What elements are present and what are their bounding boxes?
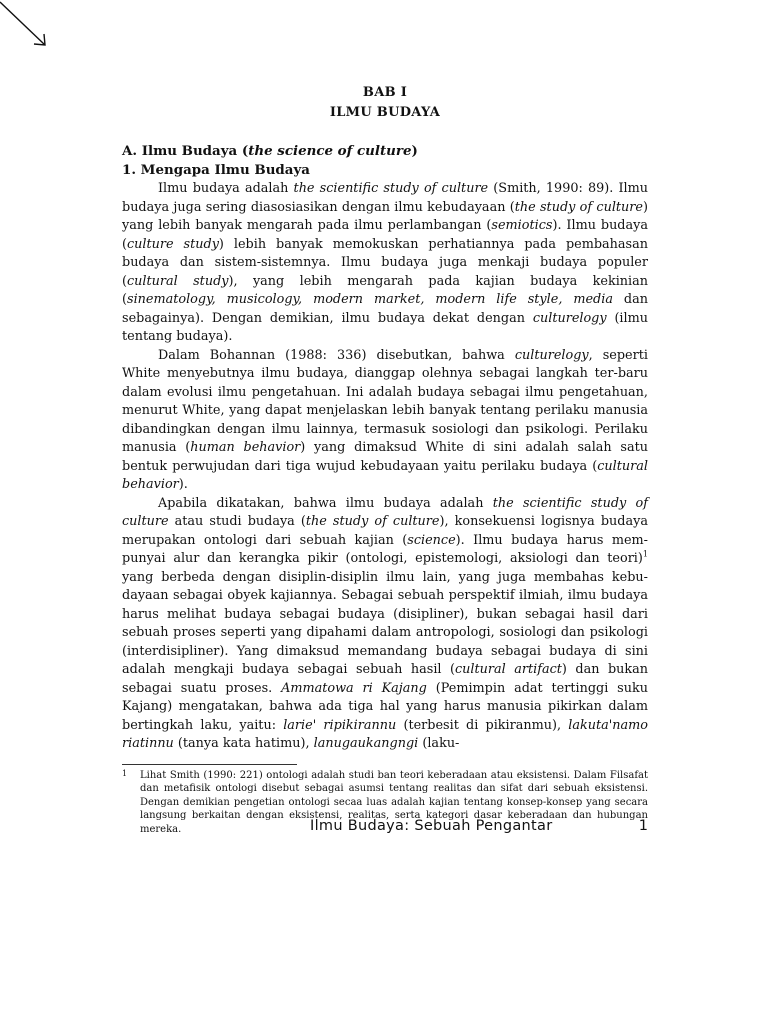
text-run: ). Ilmu budaya harus mem-punyai alur dan kerangka pikir (ontologi, epistemologi, aksiologi dan teori): [122, 532, 648, 566]
text-run: ) yang lebih banyak mengarah pada ilmu perlambangan (: [122, 199, 648, 233]
italic-term: the scientific study of culture: [122, 495, 648, 529]
diagonal-arrow-icon: [0, 0, 60, 60]
text-run: (ilmu tentang budaya).: [122, 310, 648, 344]
body-paragraph: [122, 180, 648, 347]
text-run: (Pemimpin adat tertinggi suku Kajang) mengatakan, bahwa ada tiga hal yang harus manusia pikirkan dalam bertingkah laku, yaitu:: [122, 680, 648, 733]
italic-term: culturelogy: [514, 347, 589, 363]
text-run: ) dan bukan sebagai suatu proses.: [122, 662, 649, 696]
italic-term: culture study: [127, 236, 219, 252]
italic-term: cultural study: [127, 273, 229, 289]
italic-term: semiotics: [491, 218, 553, 233]
text-run: (tanya kata hatimu),: [173, 736, 314, 751]
body-paragraph: [122, 495, 648, 754]
text-run: ).: [178, 477, 188, 492]
text-run: dan sebagainya). Dengan demikian, ilmu budaya dekat dengan: [122, 292, 648, 326]
running-title: Ilmu Budaya: Sebuah Pengantar: [310, 818, 553, 834]
footnote-text: Lihat Smith (1990: 221) ontologi adalah studi ban teori keberadaan atau eksistensi. Dalam Filsafat dan metafisik ontologi disebut sebagai asumsi tentang realitas dan sifat dari sebuah eksistensi. Dengan demikian pengetian ontologi secaa luas adalah kajian tentang konsep-konsep yang secara langsung berkaitan dengan eksistensi, realitas, serta kategori dasar keberadaan dan hubungan mereka.: [140, 769, 648, 835]
text-run: Dalam Bohannan (1988: 336) disebutkan, bahwa: [158, 347, 515, 363]
text-run: , seperti White menyebutnya ilmu budaya, dianggap olehnya sebagai langkah ter-baru dalam evolusi ilmu pengetahuan. Ini adalah budaya sebagai ilmu pengetahuan, menurut White, yang dapat menjelaskan lebih banyak tentang perilaku manusia dibandingkan dengan ilmu lainnya, termasuk sosiologi dan psikologi. Perilaku manusia (: [122, 347, 648, 455]
italic-term: sinematology, musicology, modern market, modern life style, media: [127, 292, 613, 307]
text-run: ) lebih banyak memokuskan perhatiannya pada pembahasan budaya dan sistem-sistemnya. Ilmu budaya juga menkaji budaya populer (: [122, 236, 648, 289]
text-run: ), konsekuensi logisnya budaya merupakan ontologi dari sebuah kajian (: [122, 514, 648, 548]
text-run: Apabila dikatakan, bahwa ilmu budaya adalah: [158, 495, 493, 511]
page-footer: [122, 816, 648, 840]
footnote-reference: 1: [642, 549, 648, 559]
chapter-title: ILMU BUDAYA: [329, 105, 441, 120]
italic-term: the study of culture: [305, 514, 440, 529]
italic-term: cultural behavior: [122, 458, 648, 492]
section-heading: A. Ilmu Budaya (the science of culture): [122, 143, 418, 159]
subsection-heading: 1. Mengapa Ilmu Budaya: [122, 162, 310, 178]
text-run: (terbesit di pikiranmu),: [396, 717, 569, 733]
italic-term: cultural artifact: [455, 662, 562, 677]
italic-term: science: [407, 532, 456, 548]
text-run: ) yang dimaksud White di sini adalah salah satu bentuk perwujudan dari tiga wujud kebudayaan yaitu perilaku budaya (: [122, 440, 648, 474]
text-run: (Smith, 1990: 89). Ilmu budaya juga sering diasosiasikan dengan ilmu kebudayaan (: [122, 181, 648, 215]
italic-term: Ammatowa ri Kajang: [281, 680, 427, 696]
document-page: [122, 78, 648, 836]
chapter-label: BAB I: [362, 85, 408, 100]
text-run: yang berbeda dengan disiplin-disiplin ilmu lain, yang juga membahas kebu-dayaan sebagai obyek kajiannya. Sebagai sebuah perspektif ilmiah, ilmu budaya harus melihat budaya sebagai budaya (disipliner), bukan sebagai hasil dari sebuah proses seperti yang dipahami dalam antropologi, sosiologi dan psikologi (interdisipliner). Yang dimaksud memandang budaya sebagai budaya di sini adalah mengkaji budaya sebagai sebuah hasil (: [122, 569, 648, 677]
page-number: 1: [638, 818, 648, 834]
italic-term: culturelogy: [532, 310, 607, 326]
text-run: (laku-: [418, 736, 460, 751]
text-run: ). Ilmu budaya (: [122, 218, 648, 252]
text-run: atau studi budaya (: [168, 514, 306, 529]
text-run: Ilmu budaya adalah: [158, 181, 294, 196]
italic-term: the study of culture: [514, 199, 643, 215]
body-text: [122, 180, 648, 754]
italic-term: the scientific study of culture: [293, 181, 489, 196]
italic-term: human behavior: [190, 440, 301, 455]
body-paragraph: [122, 347, 648, 495]
italic-term: lanugaukangngi: [313, 736, 419, 751]
footnote-divider: [122, 764, 297, 765]
italic-term: lakuta'namo riatinnu: [122, 717, 648, 751]
footnote-marker: 1: [122, 768, 128, 778]
text-run: ), yang lebih mengarah pada kajian budaya kekinian (: [122, 273, 648, 307]
italic-term: larie' ripikirannu: [283, 717, 397, 733]
